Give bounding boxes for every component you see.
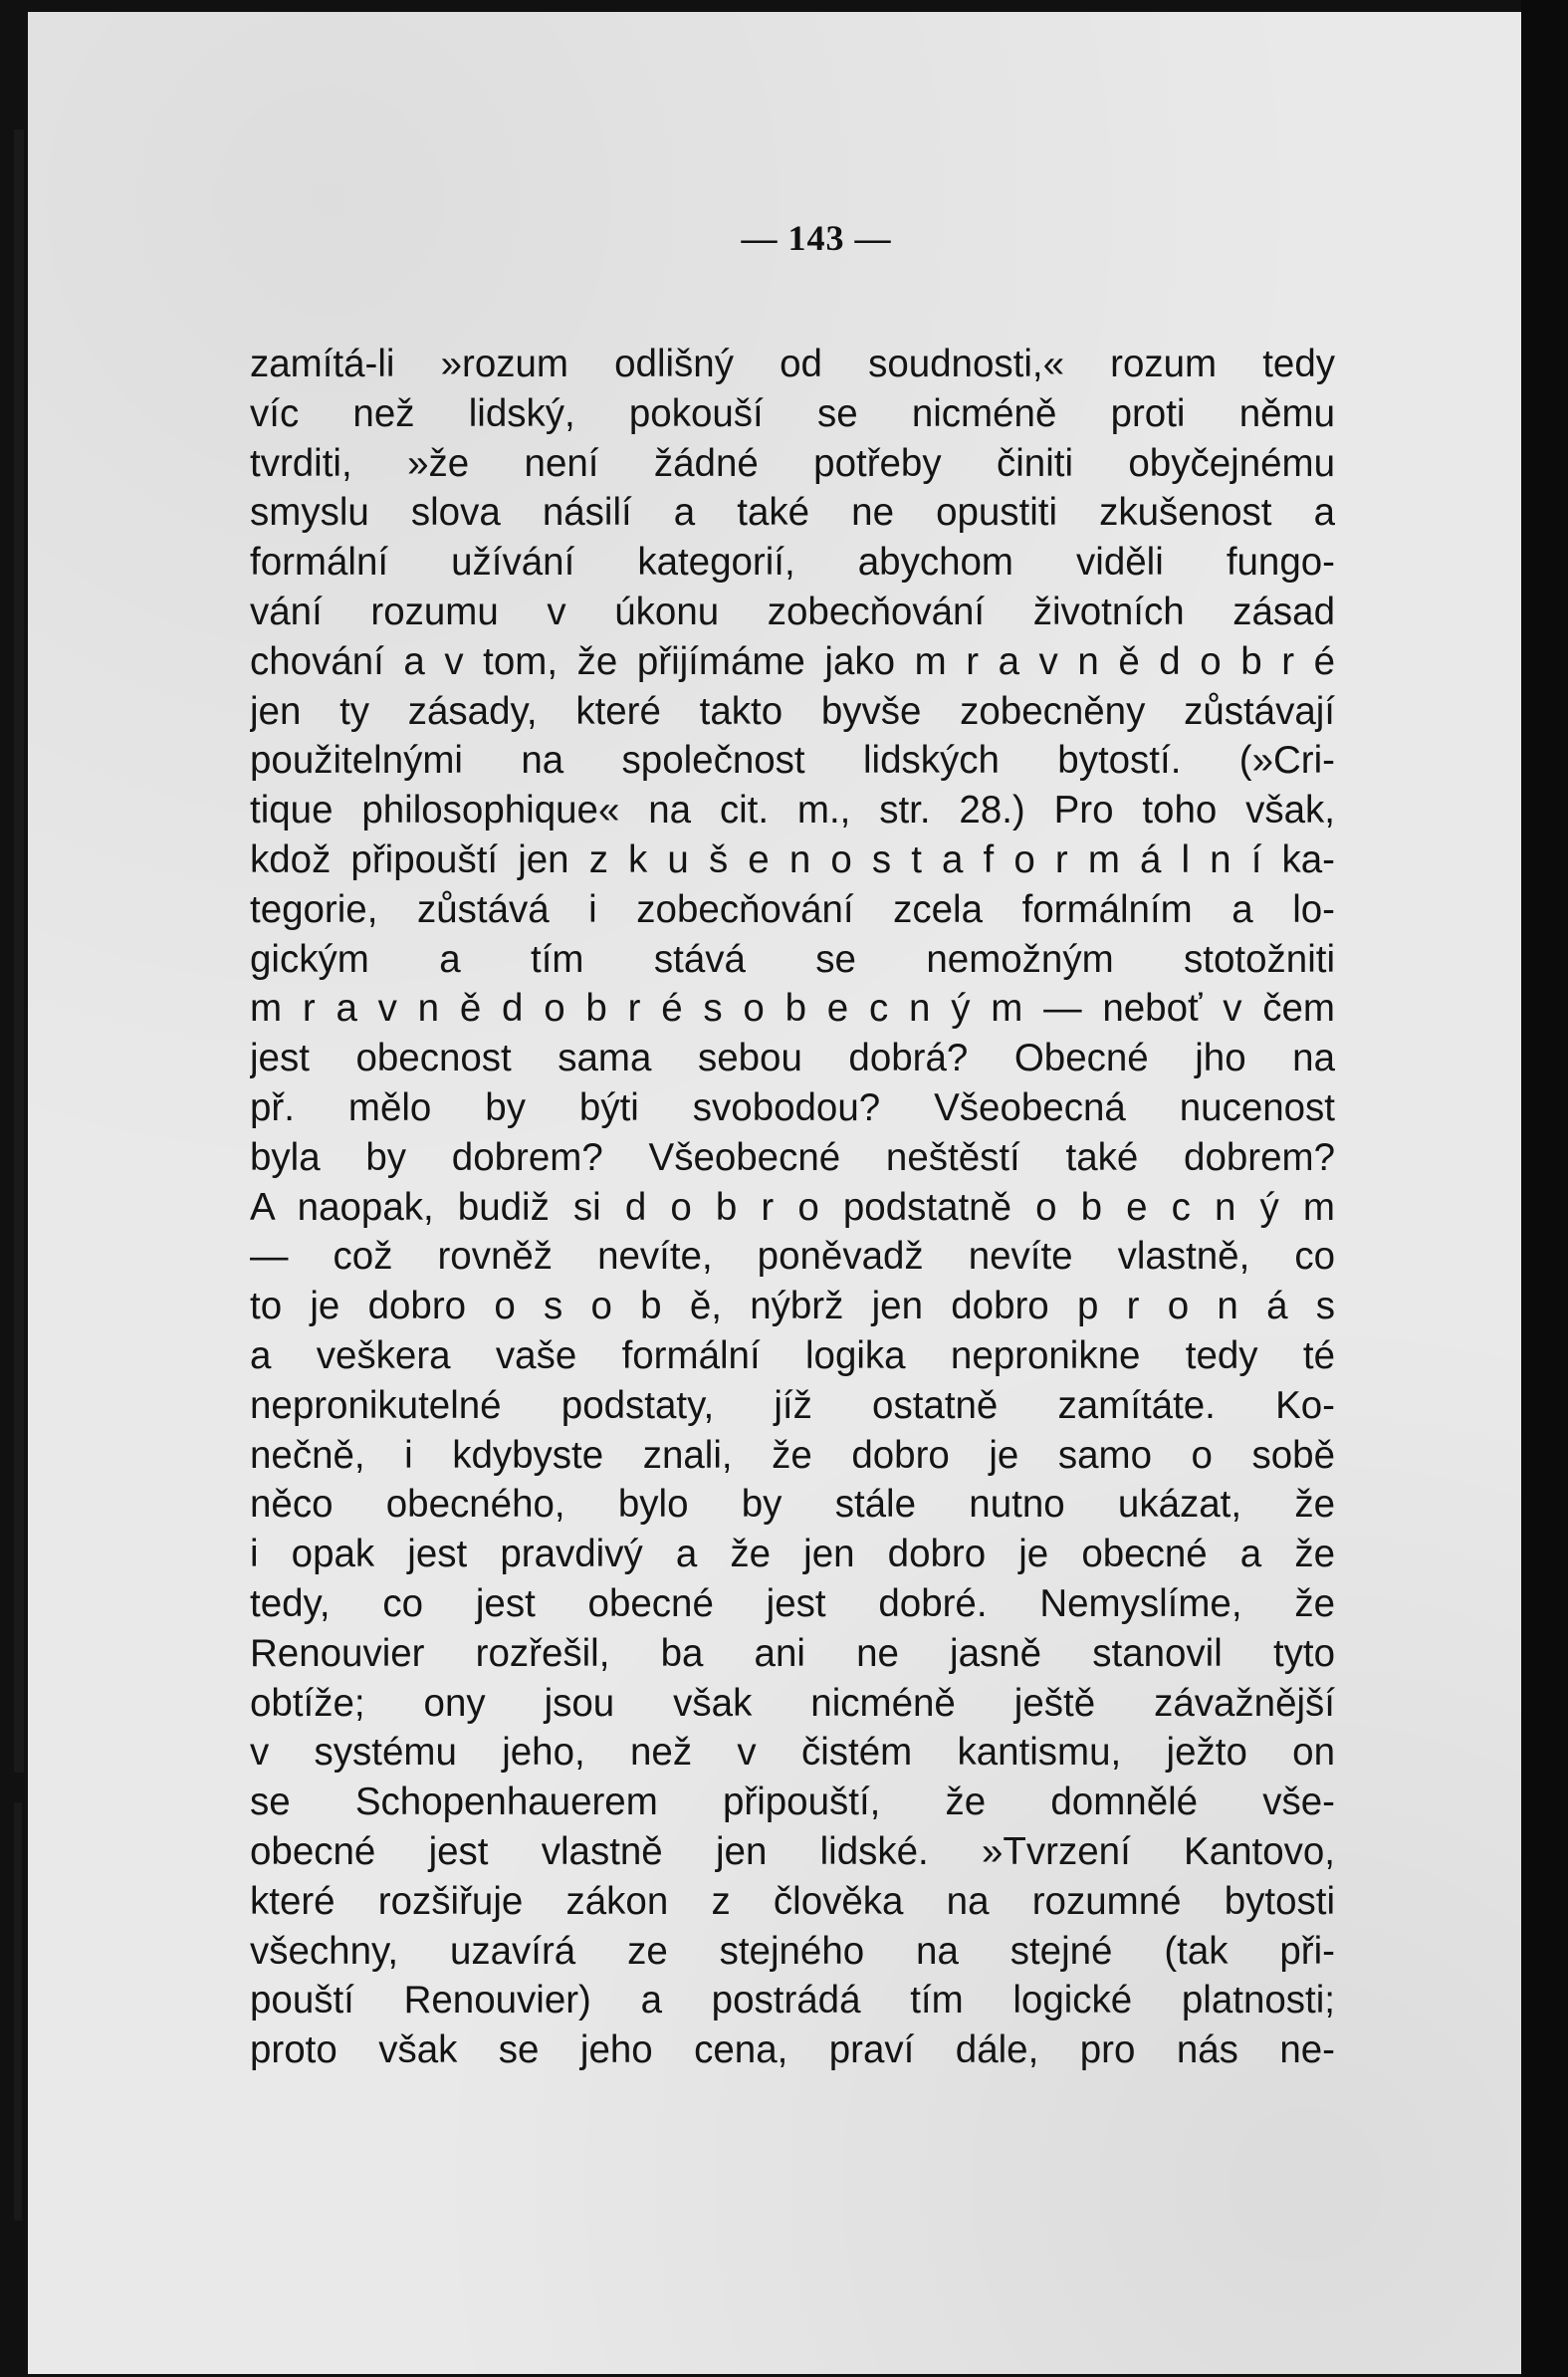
text-line: byla by dobrem? Všeobecné neštěstí také dobrem? xyxy=(250,1135,1335,1179)
right-page-edge xyxy=(1521,0,1568,2377)
text-line: něco obecného, bylo by stále nutno ukázat, že xyxy=(250,1483,1335,1527)
text-line: a veškera vaše formální logika nepronikne tedy té xyxy=(250,1333,1335,1377)
text-line: kdož připouští jen z k u š e n o s t a f o r m á l n í ka- xyxy=(250,837,1335,881)
text-line: i opak jest pravdivý a že jen dobro je obecné a že xyxy=(250,1533,1335,1576)
text-line: tique philosophique« na cit. m., str. 28.) Pro toho však, xyxy=(250,789,1335,832)
text-line: všechny, uzavírá ze stejného na stejné (tak při- xyxy=(250,1929,1335,1973)
text-line: gickým a tím stává se nemožným stotožniti xyxy=(250,937,1335,981)
page-number: — 143 — xyxy=(741,218,892,258)
text-line: tedy, co jest obecné jest dobré. Nemyslíme, že xyxy=(250,1581,1335,1625)
text-line: obecné jest vlastně jen lidské. »Tvrzení Kantovo, xyxy=(250,1829,1335,1873)
text-line: nečně, i kdybyste znali, že dobro je samo o sobě xyxy=(250,1433,1335,1477)
text-line: víc než lidský, pokouší se nicméně proti němu xyxy=(250,391,1335,435)
text-line: tvrditi, »že není žádné potřeby činiti obyčejnému xyxy=(250,441,1335,485)
text-line: se Schopenhauerem připouští, že domnělé vše- xyxy=(250,1781,1335,1824)
body-text xyxy=(250,340,1335,2075)
text-line: zamítá-li »rozum odlišný od soudnosti,« rozum tedy xyxy=(250,343,1335,385)
text-line: př. mělo by býti svobodou? Všeobecná nucenost xyxy=(250,1085,1335,1129)
text-line: použitelnými na společnost lidských bytostí. (»Cri- xyxy=(250,739,1335,783)
text-line: jen ty zásady, které takto byvše zobecněny zůstávají xyxy=(250,689,1335,733)
text-line: obtíže; ony jsou však nicméně ještě závažnější xyxy=(250,1681,1335,1725)
text-line: smyslu slova násilí a také ne opustiti zkušenost a xyxy=(250,491,1335,535)
text-line: jest obecnost sama sebou dobrá? Obecné jho na xyxy=(250,1037,1335,1080)
text-line: — což rovněž nevíte, poněvadž nevíte vlastně, co xyxy=(250,1235,1335,1279)
text-line: vání rozumu v úkonu zobecňování životních zásad xyxy=(250,590,1335,633)
text-line: Renouvier rozřešil, ba ani ne jasně stanovil tyto xyxy=(250,1631,1335,1675)
text-line: A naopak, budiž si d o b r o podstatně o b e c n ý m xyxy=(250,1185,1335,1229)
left-page-edge-lower xyxy=(14,1802,22,2221)
text-line: tegorie, zůstává i zobecňování zcela formálním a lo- xyxy=(250,887,1335,931)
text-line: to je dobro o s o b ě, nýbrž jen dobro p r o n á s xyxy=(250,1285,1335,1328)
text-line: které rozšiřuje zákon z člověka na rozumné bytosti xyxy=(250,1879,1335,1923)
text-line: chování a v tom, že přijímáme jako m r a v n ě d o b r é xyxy=(250,639,1335,683)
text-line: nepronikutelné podstaty, jíž ostatně zamítáte. Ko- xyxy=(250,1383,1335,1427)
text-line: m r a v n ě d o b r é s o b e c n ý m — neboť v čem xyxy=(250,987,1335,1031)
left-page-edge xyxy=(14,129,24,1773)
text-line: pouští Renouvier) a postrádá tím logické platnosti; xyxy=(250,1979,1335,2022)
text-line: formální užívání kategorií, abychom viděli fungo- xyxy=(250,541,1335,585)
text-line: v systému jeho, než v čistém kantismu, ježto on xyxy=(250,1731,1335,1775)
text-line: proto však se jeho cena, praví dále, pro nás ne- xyxy=(250,2028,1335,2072)
